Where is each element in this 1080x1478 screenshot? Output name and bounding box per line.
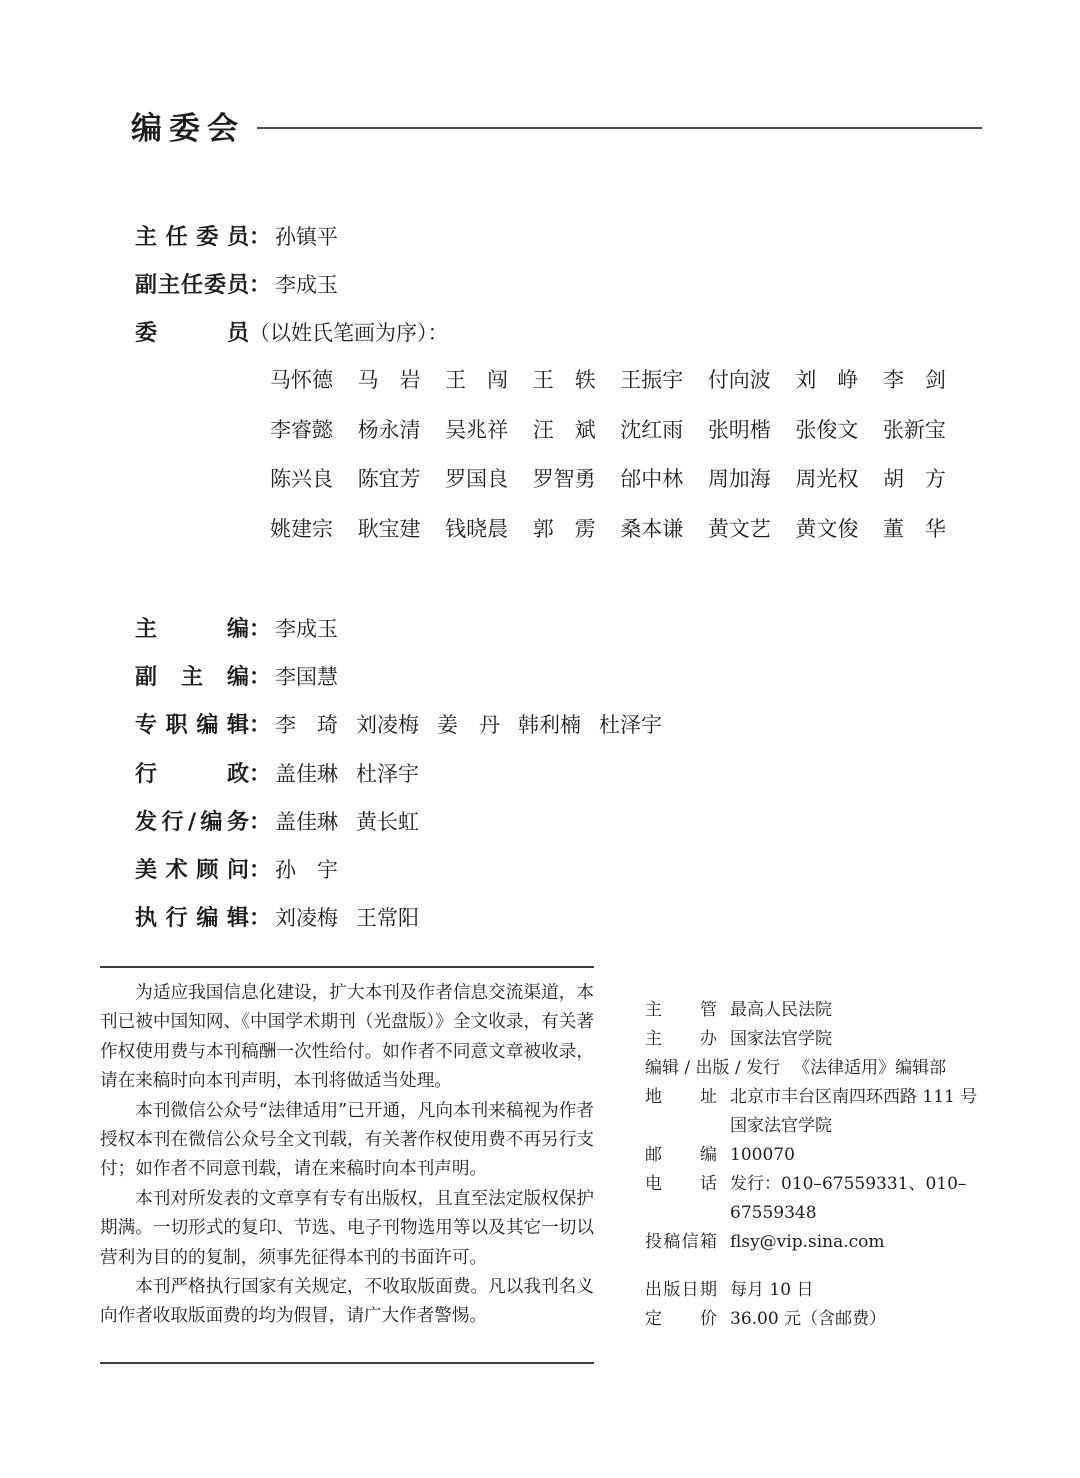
member-name: 王 闯 (445, 368, 509, 392)
staff-names (275, 617, 338, 641)
pub-label: 定 价 (645, 1309, 717, 1329)
pub-value: flsy@vip.sina.com (730, 1232, 885, 1252)
staff-name: 盖佳琳 (275, 762, 339, 786)
pub-label: 出版日期 (645, 1280, 717, 1300)
pub-row-email (645, 1228, 1030, 1257)
staff-name: 孙 宇 (275, 858, 339, 882)
member-name: 李睿懿 (270, 418, 333, 442)
staff-names (275, 762, 419, 786)
staff-name: 姜 丹 (437, 713, 501, 737)
member-name: 桑本谦 (620, 517, 684, 541)
pub-row-publisher (645, 1054, 1030, 1083)
pub-value: 100070 (730, 1145, 795, 1165)
pub-row-phone (645, 1170, 1030, 1228)
staff-label: 执行编辑 (135, 906, 249, 931)
label-colon: ： (249, 273, 272, 298)
pub-value: 《法律适用》编辑部 (793, 1058, 947, 1078)
chair-name: 孙镇平 (275, 225, 339, 249)
member-name: 黄文艺 (707, 517, 771, 541)
staff-names (275, 858, 338, 882)
member-name: 张明楷 (707, 418, 771, 442)
staff-name: 杜泽宇 (356, 762, 420, 786)
pub-row-pub-date (645, 1276, 1030, 1305)
title-rule (257, 127, 982, 129)
staff-label: 行政 (135, 762, 249, 787)
staff-row-executive-editor (135, 901, 419, 932)
member-name: 陈兴良 (270, 467, 333, 491)
staff-name: 李 琦 (275, 713, 339, 737)
staff-label: 副主编 (135, 665, 249, 690)
pub-label: 主 管 (645, 1000, 717, 1020)
members-note: （以姓氏笔画为序）： (249, 321, 449, 345)
member-row (270, 364, 946, 394)
pub-row-postcode (645, 1141, 1030, 1170)
member-name: 姚建宗 (270, 517, 333, 541)
label-colon: ： (249, 810, 272, 835)
member-name: 钱晓晨 (445, 517, 509, 541)
member-name: 周光权 (795, 467, 859, 491)
member-name: 罗智勇 (532, 467, 596, 491)
pub-row-supervisor (645, 996, 1030, 1025)
member-name: 李 剑 (882, 368, 946, 392)
staff-names (275, 810, 419, 834)
staff-row-admin (135, 757, 419, 788)
staff-name: 李国慧 (275, 665, 339, 689)
chair-label: 主任委员 (135, 225, 249, 250)
member-row (270, 463, 946, 493)
staff-name: 盖佳琳 (275, 810, 339, 834)
member-row (270, 513, 946, 543)
staff-name: 杜泽宇 (599, 713, 663, 737)
pub-row-address (645, 1083, 1030, 1141)
member-name: 黄文俊 (795, 517, 859, 541)
staff-row-editor-in-chief (135, 612, 338, 643)
pub-address-line2: 国家法官学院 (730, 1116, 832, 1136)
pub-value (730, 1083, 977, 1141)
label-colon: ： (249, 713, 272, 738)
member-name: 董 华 (882, 517, 946, 541)
member-name: 汪 斌 (532, 418, 596, 442)
member-name: 刘 峥 (795, 368, 859, 392)
members-label: 委员 (135, 321, 249, 346)
pub-address-line1: 北京市丰台区南四环西路 111 号 (730, 1087, 978, 1107)
staff-names (275, 713, 662, 737)
notice-paragraph: 本刊对所发表的文章享有专有出版权，且直至法定版权保护期满。一切形式的复印、节选、电子刊物选用等以及其它一切以营利为目的的复制，须事先征得本刊的书面许可。 (100, 1188, 594, 1268)
member-name: 周加海 (707, 467, 771, 491)
staff-row-distribution (135, 805, 419, 836)
vice-chair-name: 李成玉 (275, 273, 339, 297)
staff-name: 李成玉 (275, 617, 339, 641)
staff-row-editors (135, 708, 662, 739)
notice-paragraph: 本刊微信公众号“法律适用”已开通，凡向本刊来稿视为作者授权本刊在微信公众号全文刊载，有关著作权使用费不再另行支付；如作者不同意刊载，请在来稿时向本刊声明。 (100, 1100, 594, 1180)
pub-label: 电 话 (645, 1174, 717, 1194)
staff-label: 主编 (135, 617, 249, 642)
member-name: 胡 方 (882, 467, 946, 491)
notice-paragraph: 为适应我国信息化建设，扩大本刊及作者信息交流渠道，本刊已被中国知网、《中国学术期刊（光盘版）》全文收录，有关著作权使用费与本刊稿酬一次性给付。如作者不同意文章被收录，请在来稿时向本刊声明，本刊将做适当处理。 (100, 983, 594, 1092)
pub-label: 邮 编 (645, 1145, 717, 1165)
pub-value: 国家法官学院 (730, 1029, 832, 1049)
member-name: 张新宝 (882, 418, 946, 442)
staff-names (275, 906, 419, 930)
member-name: 邰中林 (620, 467, 684, 491)
label-colon: ： (249, 762, 272, 787)
label-colon: ： (249, 665, 272, 690)
member-name: 吴兆祥 (445, 418, 509, 442)
member-name: 张俊文 (795, 418, 859, 442)
notices-bottom-rule (100, 1362, 594, 1364)
pub-label: 地 址 (645, 1087, 717, 1107)
board-vice-chair-row (135, 268, 338, 299)
pub-value: 发行：010–67559331、010–67559348 (730, 1174, 967, 1223)
notices-panel (100, 966, 594, 1332)
member-name: 罗国良 (445, 467, 509, 491)
board-chair-row (135, 220, 338, 251)
pub-value: 每月 10 日 (730, 1280, 814, 1300)
members-heading-row (135, 316, 449, 347)
member-name: 沈红雨 (620, 418, 684, 442)
member-name: 马 岩 (357, 368, 421, 392)
member-name: 王振宇 (620, 368, 684, 392)
member-name: 王 轶 (532, 368, 596, 392)
pub-label: 主 办 (645, 1029, 717, 1049)
label-colon: ： (249, 617, 272, 642)
staff-name: 刘凌梅 (356, 713, 420, 737)
staff-row-deputy-editor (135, 660, 338, 691)
vice-chair-label: 副主任委员 (135, 273, 249, 298)
member-row (270, 414, 946, 444)
page-title: 编委会 (131, 111, 245, 147)
label-colon: ： (249, 225, 272, 250)
staff-label: 发行/编务 (135, 810, 249, 835)
member-name: 耿宝建 (357, 517, 421, 541)
staff-name: 刘凌梅 (275, 906, 339, 930)
staff-label: 美术顾问 (135, 858, 249, 883)
label-colon: ： (249, 858, 272, 883)
staff-name: 韩利楠 (518, 713, 582, 737)
pub-value: 36.00 元（含邮费） (730, 1309, 887, 1329)
notice-paragraph: 本刊严格执行国家有关规定，不收取版面费。凡以我刊名义向作者收取版面费的均为假冒，请广大作者警惕。 (100, 1277, 594, 1327)
member-name: 郭 雳 (532, 517, 596, 541)
staff-names (275, 665, 338, 689)
pub-label: 投稿信箱 (645, 1232, 717, 1252)
member-name: 马怀德 (270, 368, 333, 392)
staff-label: 专职编辑 (135, 713, 249, 738)
staff-row-art-consultant (135, 853, 338, 884)
member-name: 付向波 (707, 368, 771, 392)
staff-name: 黄长虹 (356, 810, 420, 834)
pub-value: 最高人民法院 (730, 1000, 832, 1020)
pub-row-price (645, 1305, 1030, 1334)
label-colon: ： (249, 906, 272, 931)
pub-label: 编辑 / 出版 / 发行 (645, 1058, 781, 1078)
member-name: 陈宜芳 (357, 467, 421, 491)
member-name: 杨永清 (357, 418, 421, 442)
publication-info (645, 996, 1030, 1334)
staff-name: 王常阳 (356, 906, 420, 930)
pub-row-organizer (645, 1025, 1030, 1054)
